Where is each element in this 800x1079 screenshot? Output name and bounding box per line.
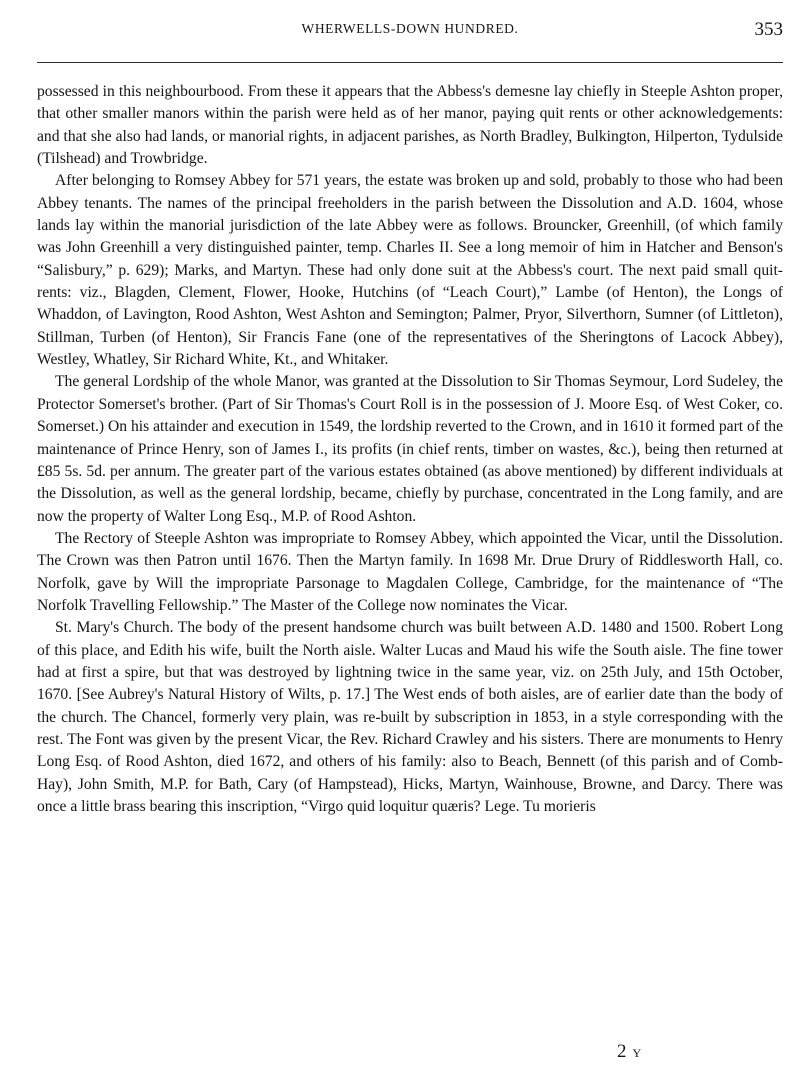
paragraph-lordship: The general Lordship of the whole Manor, was granted at the Dissolution to Sir Thomas Seymour, Lord Sudeley, the Protector Somerset's brother. (Part of Sir Thomas's Court Roll is in the possession of J. Moore Esq. of West Coker, co. Somerset.) On his attainder and execution in 1549, the lordship reverted to the Crown, and in 1610 it formed part of the maintenance of Prince Henry, son of James I., its profits (in chief rents, timber on wastes, &c.), being then returned at £85 5s. 5d. per annum. The greater part of the various estates obtained (as above mentioned) by different individuals at the Dissolution, as well as the general lordship, became, chiefly by purchase, concentrated in the Long family, and are now the property of Walter Long Esq., M.P. of Rood Ashton. bbox=[37, 373, 783, 525]
printer-signature bbox=[617, 1041, 642, 1063]
page-number: 353 bbox=[754, 19, 783, 40]
body-text bbox=[37, 81, 783, 818]
running-head bbox=[37, 19, 783, 43]
header-rule bbox=[37, 62, 783, 63]
paragraph-continuation: possessed in this neighbourbood. From these it appears that the Abbess's demesne lay chiefly in Steeple Ashton proper, that other smaller manors within the parish were held as of her manor, paying quit rents or other acknowledgements: and that she also had lands, or manorial rights, in adjacent parishes, as North Bradley, Bulkington, Hilperton, Tydulside (Tilshead) and Trowbridge. bbox=[37, 83, 783, 168]
signature-letter: Y bbox=[632, 1046, 642, 1060]
signature-number: 2 bbox=[617, 1041, 627, 1062]
paragraph-freeholders: After belonging to Romsey Abbey for 571 years, the estate was broken up and sold, probably to those who had been Abbey tenants. The names of the principal freeholders in the parish between the Dissolution and A.D. 1604, whose lands lay within the manorial jurisdiction of the late Abbey were as follows. Brouncker, Greenhill, (of which family was John Greenhill a very distinguished painter, temp. Charles II. See a long memoir of him in Hatcher and Benson's “Salisbury,” p. 629); Marks, and Martyn. These had only done suit at the Abbess's court. The next paid small quit-rents: viz., Blagden, Clement, Flower, Hooke, Hutchins (of “Leach Court),” Lambe (of Henton), the Longs of Whaddon, of Lavington, Rood Ashton, West Ashton and Semington; Palmer, Pryor, Silverthorn, Sumner (of Littleton), Stillman, Turben (of Henton), Sir Francis Fane (one of the representatives of the Sheringtons of Lacock Abbey), Westley, Whatley, Sir Richard White, Kt., and Whitaker. bbox=[37, 172, 783, 369]
paragraph-church: St. Mary's Church. The body of the present handsome church was built between A.D. 1480 and 1500. Robert Long of this place, and Edith his wife, built the North aisle. Walter Lucas and Maud his wife the South aisle. The fine tower had at first a spire, but that was destroyed by lightning twice in the same year, viz. on 25th July, and 15th October, 1670. [See Aubrey's Natural History of Wilts, p. 17.] The West ends of both aisles, are of earlier date than the body of the church. The Chancel, formerly very plain, was re-built by subscription in 1853, in a style corresponding with the rest. The Font was given by the present Vicar, the Rev. Richard Crawley and his sisters. There are monuments to Henry Long Esq. of Rood Ashton, died 1672, and others of his family: also to Beach, Bennett (of this parish and of Comb-Hay), John Smith, M.P. for Bath, Cary (of Hampstead), Hicks, Martyn, Wainhouse, Browne, and Darcy. There was once a little brass bearing this inscription, “Virgo quid loquitur quæris? Lege. Tu morieris bbox=[37, 619, 783, 815]
running-title: WHERWELLS-DOWN HUNDRED. bbox=[301, 21, 519, 36]
paragraph-rectory: The Rectory of Steeple Ashton was impropriate to Romsey Abbey, which appointed the Vicar, until the Dissolution. The Crown was then Patron until 1676. Then the Martyn family. In 1698 Mr. Drue Drury of Riddlesworth Hall, co. Norfolk, gave by Will the impropriate Parsonage to Magdalen College, Cambridge, for the maintenance of “The Norfolk Travelling Fellowship.” The Master of the College now nominates the Vicar. bbox=[37, 529, 783, 614]
